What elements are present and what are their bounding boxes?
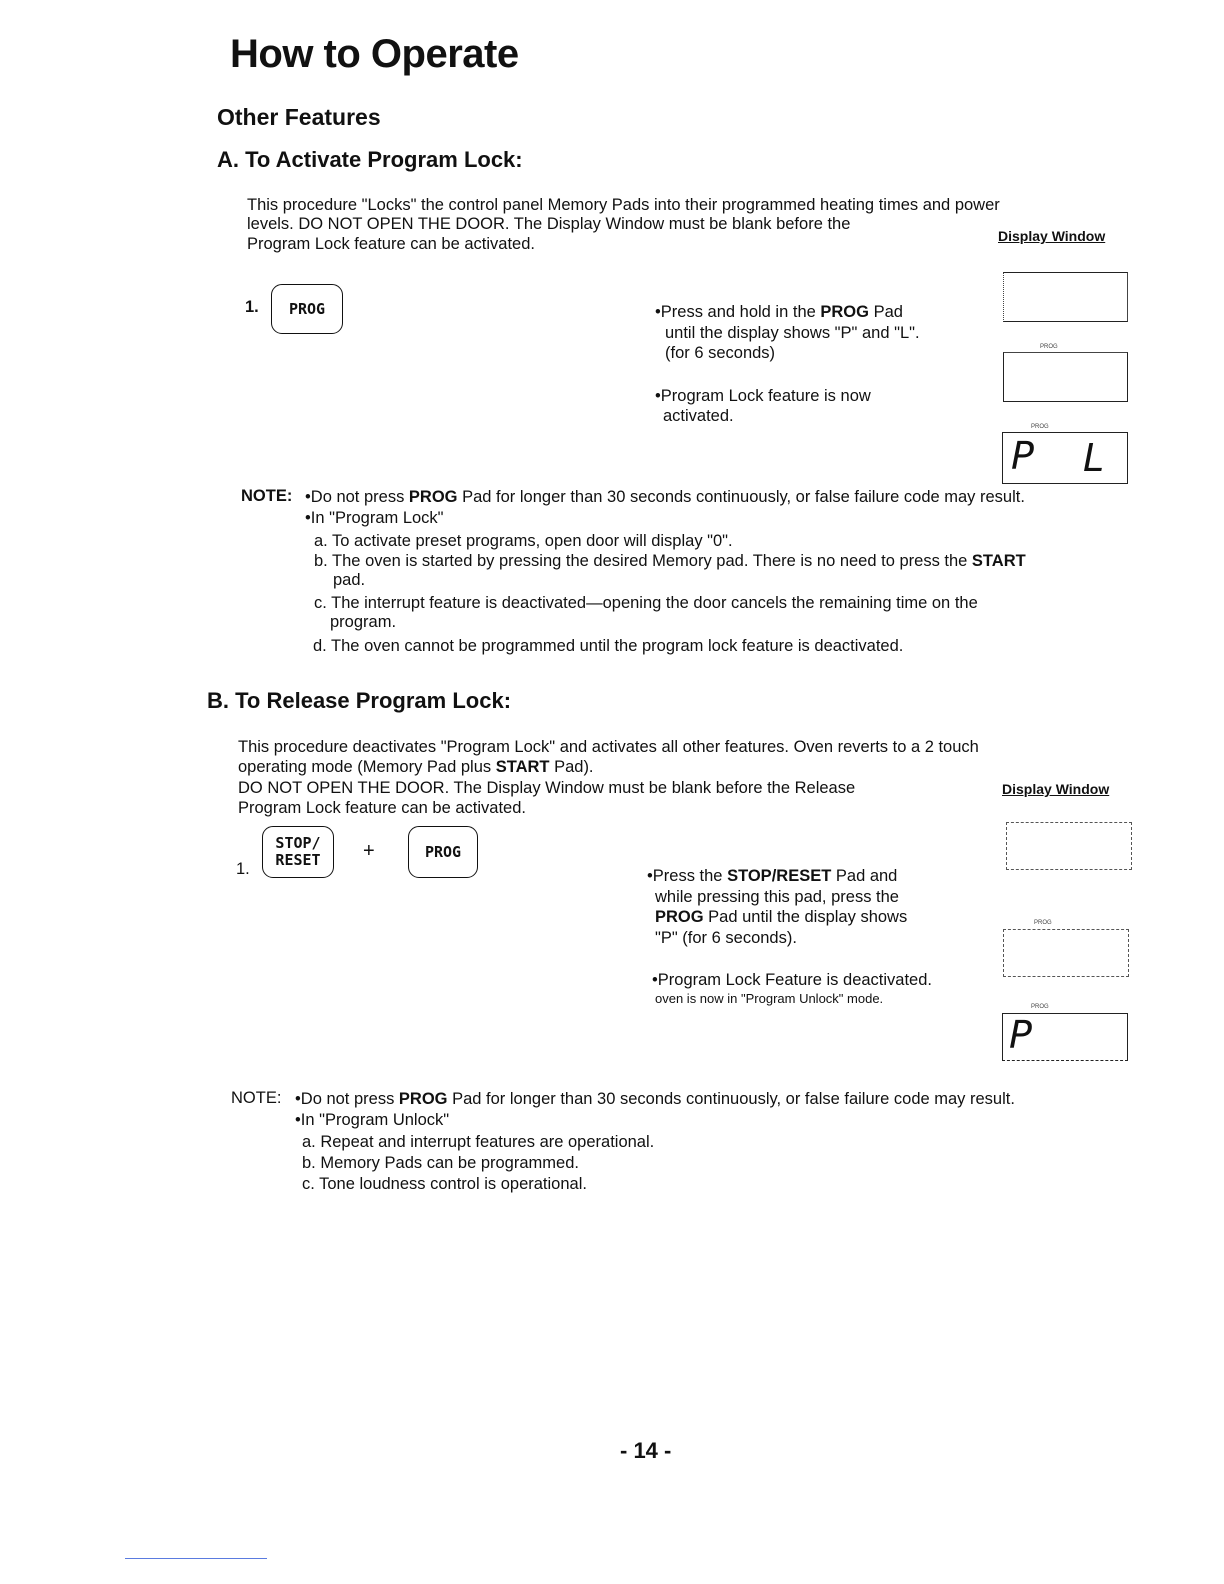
- instruction-a-1b: until the display shows "P" and "L".: [665, 324, 920, 342]
- note-text: b. The oven is started by pressing the desired Memory pad. There is no need to press the: [314, 552, 972, 570]
- display-window-pl: [1002, 424, 1128, 484]
- display-window-blank-2: [1003, 344, 1128, 402]
- instr-bold: PROG: [820, 303, 869, 321]
- display-window-label-a: Display Window: [998, 228, 1106, 244]
- intro-text: operating mode (Memory Pad plus: [238, 758, 496, 776]
- note-a-2: •In "Program Lock": [305, 509, 444, 527]
- section-a-intro-line-3: Program Lock feature can be activated.: [247, 235, 535, 253]
- note-a-item-b-cont: pad.: [333, 571, 366, 589]
- section-a-heading: A. To Activate Program Lock:: [217, 147, 523, 172]
- instruction-b-2b: oven is now in "Program Unlock" mode.: [655, 991, 884, 1006]
- section-b-intro-line-1: This procedure deactivates "Program Lock" and activates all other features. Oven reverts to a 2 touch: [238, 738, 979, 756]
- note-a-item-b: [314, 552, 1026, 570]
- instruction-b-1d: "P" (for 6 seconds).: [655, 929, 797, 947]
- section-b-heading: B. To Release Program Lock:: [207, 688, 512, 713]
- display-char-p: P: [1009, 1013, 1032, 1057]
- plus-sign: +: [363, 840, 375, 862]
- stop-reset-label-line2: RESET: [275, 851, 321, 869]
- stop-reset-label-line1: STOP/: [275, 834, 321, 852]
- prog-pad-button-a[interactable]: [271, 284, 343, 334]
- note-a-item-a: a. To activate preset programs, open door will display "0".: [314, 532, 733, 550]
- note-a-item-c-cont: program.: [330, 613, 397, 631]
- note-text: •Do not press: [295, 1090, 399, 1108]
- instr-text: Pad: [868, 303, 903, 321]
- note-bold: START: [971, 552, 1026, 570]
- display-prog-tag: PROG: [1034, 920, 1052, 926]
- instruction-b-1: [647, 867, 897, 885]
- display-prog-tag: PROG: [1031, 1004, 1049, 1010]
- instruction-b-1c: [655, 908, 907, 926]
- instruction-a-1: [655, 303, 903, 321]
- note-a-1: [305, 488, 1025, 506]
- note-a-item-d: d. The oven cannot be programmed until the program lock feature is deactivated.: [313, 637, 904, 655]
- prog-pad-button-b[interactable]: [408, 826, 478, 878]
- instruction-a-2b: activated.: [663, 407, 734, 425]
- note-bold: PROG: [408, 488, 458, 506]
- instr-text: •Press and hold in the: [655, 303, 821, 321]
- display-window-blank-3: [1006, 822, 1132, 870]
- section-b-intro-line-4: Program Lock feature can be activated.: [238, 799, 526, 817]
- instruction-a-1c: (for 6 seconds): [665, 344, 776, 362]
- footer-rule: [125, 1558, 267, 1559]
- instr-text: Pad and: [831, 867, 898, 885]
- note-b-1: [295, 1090, 1015, 1108]
- display-prog-tag: PROG: [1031, 424, 1049, 430]
- note-b-2: •In "Program Unlock": [295, 1111, 450, 1129]
- page-number: - 14 -: [620, 1438, 672, 1463]
- instruction-a-2: •Program Lock feature is now: [655, 387, 871, 405]
- note-b-item-b: b. Memory Pads can be programmed.: [302, 1154, 579, 1172]
- note-text: •Do not press: [305, 488, 409, 506]
- step-number-b: 1.: [236, 860, 250, 878]
- section-title: Other Features: [217, 104, 381, 130]
- section-b-intro-line-2: [238, 758, 594, 776]
- prog-pad-label: PROG: [424, 842, 462, 861]
- prog-pad-label: PROG: [288, 299, 326, 318]
- section-a-intro-line-2: levels. DO NOT OPEN THE DOOR. The Display Window must be blank before the: [247, 215, 851, 233]
- intro-bold: START: [495, 758, 550, 776]
- display-char-p: P: [1011, 434, 1034, 478]
- note-b-item-a: a. Repeat and interrupt features are operational.: [302, 1133, 655, 1151]
- note-text: Pad for longer than 30 seconds continuously, or false failure code may result.: [447, 1090, 1015, 1108]
- instr-text: •Press the: [647, 867, 728, 885]
- display-prog-tag: PROG: [1040, 344, 1058, 350]
- section-a-intro-line-1: This procedure "Locks" the control panel Memory Pads into their programmed heating times and power: [247, 196, 1000, 214]
- intro-text: Pad).: [549, 758, 594, 776]
- display-window-blank-4: [1003, 920, 1129, 977]
- step-number-a: 1.: [245, 298, 259, 316]
- stop-reset-pad-button[interactable]: [262, 826, 334, 878]
- display-window-label-b: Display Window: [1002, 781, 1110, 797]
- instruction-b-1b: while pressing this pad, press the: [655, 888, 899, 906]
- display-window-p: [1002, 1004, 1128, 1061]
- note-bold: PROG: [398, 1090, 448, 1108]
- instruction-b-2: •Program Lock Feature is deactivated.: [652, 971, 932, 989]
- page-title: How to Operate: [230, 32, 519, 76]
- note-label-b: NOTE:: [231, 1089, 282, 1107]
- instr-text: Pad until the display shows: [703, 908, 908, 926]
- note-a-item-c: c. The interrupt feature is deactivated—opening the door cancels the remaining time on the: [314, 594, 978, 612]
- note-text: Pad for longer than 30 seconds continuously, or false failure code may result.: [457, 488, 1025, 506]
- display-window-blank-1: [1003, 272, 1128, 322]
- instr-bold: PROG: [655, 908, 704, 926]
- instr-bold: STOP/RESET: [727, 867, 832, 885]
- display-char-l: L: [1083, 436, 1105, 480]
- note-label-a: NOTE:: [241, 487, 293, 505]
- note-b-item-c: c. Tone loudness control is operational.: [302, 1175, 587, 1193]
- section-b-intro-line-3: DO NOT OPEN THE DOOR. The Display Window must be blank before the Release: [238, 779, 856, 797]
